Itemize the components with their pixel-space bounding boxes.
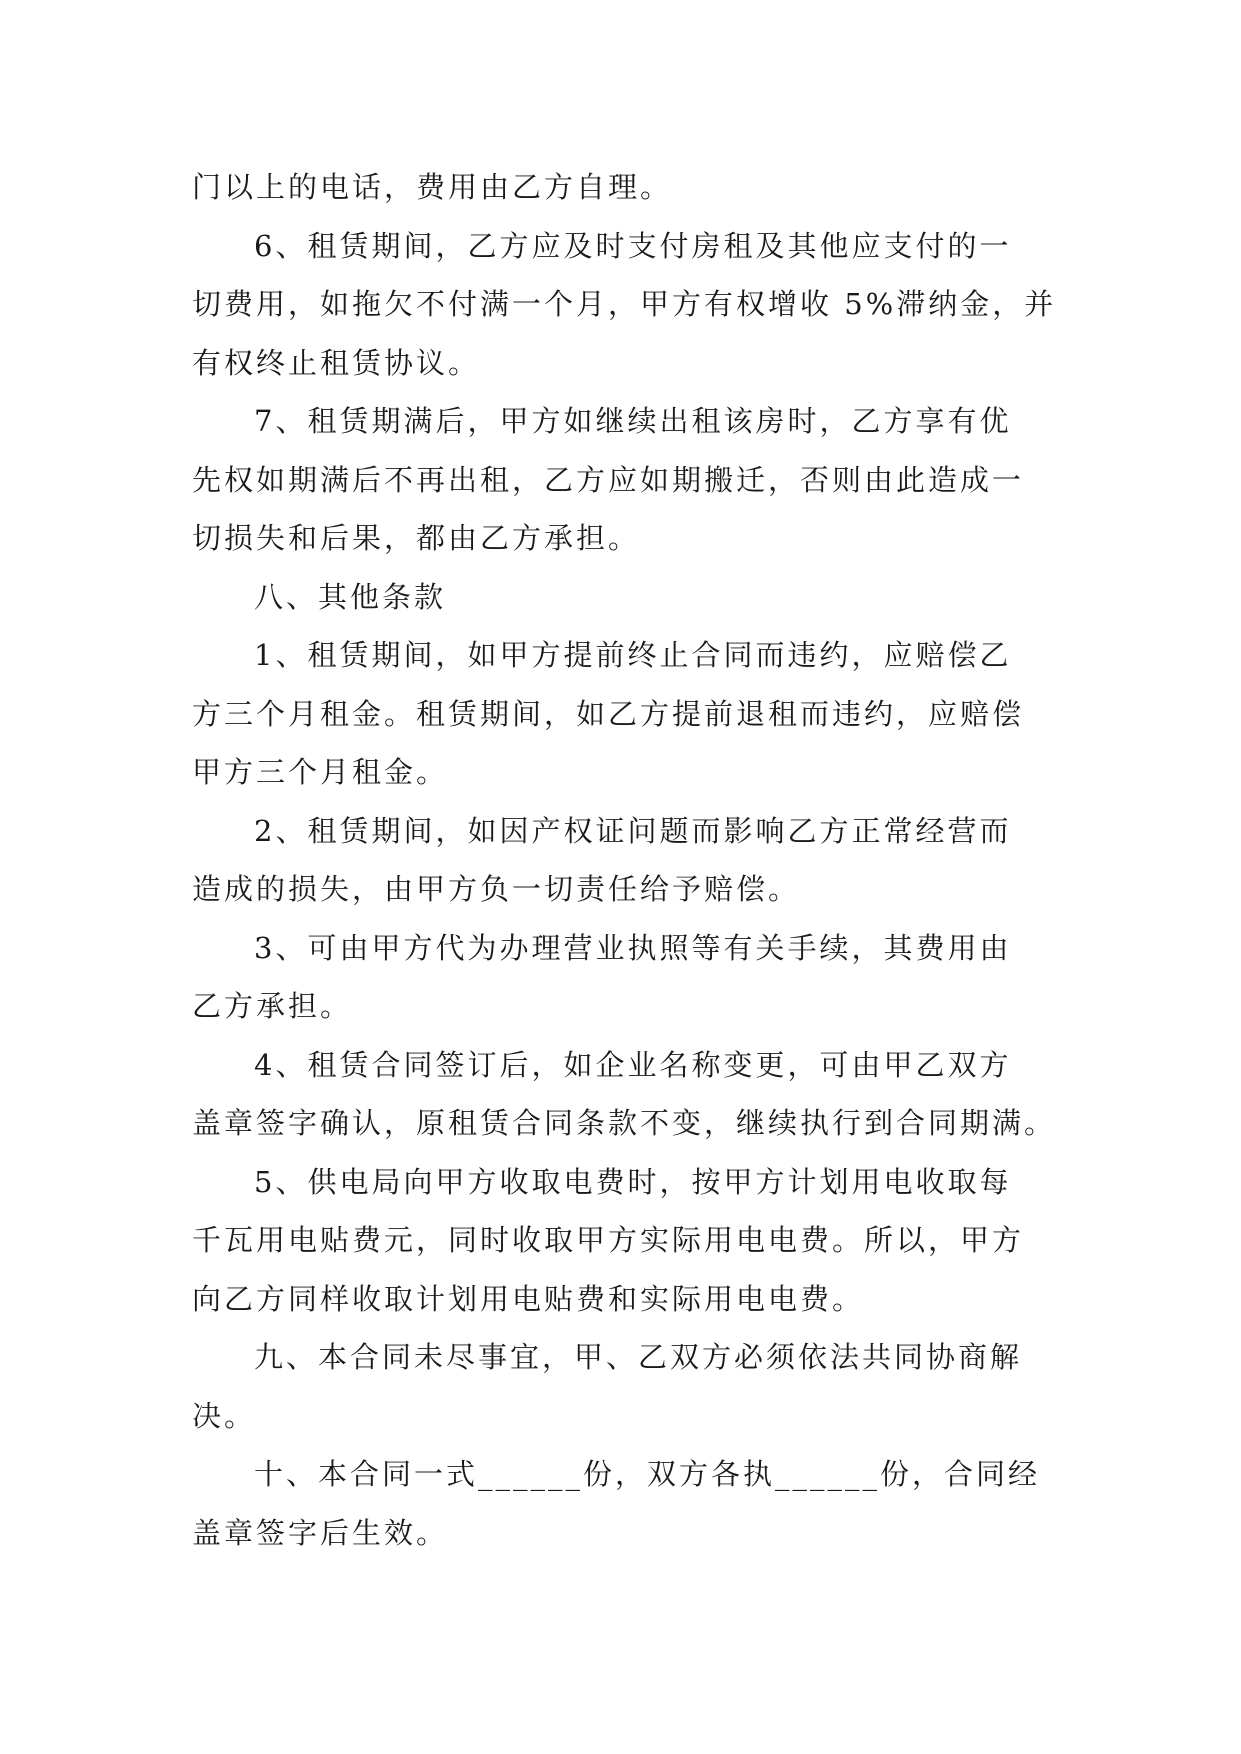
text-line: 3、可由甲方代为办理营业执照等有关手续，其费用由 — [254, 930, 1012, 965]
text-line: 先权如期满后不再出租，乙方应如期搬迁，否则由此造成一 — [192, 462, 1025, 497]
text-line: 八、其他条款 — [254, 579, 447, 614]
text-line: 十、本合同一式______份，双方各执______份，合同经 — [254, 1457, 1041, 1491]
text-line: 千瓦用电贴费元，同时收取甲方实际用电电费。所以，甲方 — [192, 1223, 1025, 1257]
text-line: 造成的损失，由甲方负一切责任给予赔偿。 — [192, 872, 801, 906]
text-line: 6、租赁期间，乙方应及时支付房租及其他应支付的一 — [254, 228, 1012, 263]
text-line: 切费用，如拖欠不付满一个月，甲方有权增收 5%滞纳金，并 — [192, 287, 1057, 321]
text-line: 4、租赁合同签订后，如企业名称变更，可由甲乙双方 — [254, 1047, 1012, 1082]
text-line: 7、租赁期满后，甲方如继续出租该房时，乙方享有优 — [254, 404, 1012, 438]
text-line: 盖章签字后生效。 — [192, 1515, 449, 1550]
text-line: 方三个月租金。租赁期间，如乙方提前退租而违约，应赔偿 — [192, 696, 1025, 731]
text-line: 门以上的电话，费用由乙方自理。 — [192, 170, 673, 204]
text-line: 九、本合同未尽事宜，甲、乙双方必须依法共同协商解 — [254, 1340, 1023, 1374]
text-line: 向乙方同样收取计划用电贴费和实际用电电费。 — [192, 1281, 865, 1316]
text-line: 盖章签字确认，原租赁合同条款不变，继续执行到合同期满。 — [192, 1106, 1057, 1140]
text-line: 甲方三个月租金。 — [192, 755, 449, 789]
text-line: 2、租赁期间，如因产权证问题而影响乙方正常经营而 — [254, 813, 1012, 848]
text-line: 切损失和后果，都由乙方承担。 — [192, 521, 641, 555]
text-line: 5、供电局向甲方收取电费时，按甲方计划用电收取每 — [254, 1164, 1012, 1199]
document-body — [192, 158, 1057, 1562]
text-line: 乙方承担。 — [192, 989, 353, 1023]
text-line: 有权终止租赁协议。 — [192, 345, 481, 380]
text-line: 决。 — [192, 1398, 257, 1433]
text-line: 1、租赁期间，如甲方提前终止合同而违约，应赔偿乙 — [254, 638, 1012, 672]
